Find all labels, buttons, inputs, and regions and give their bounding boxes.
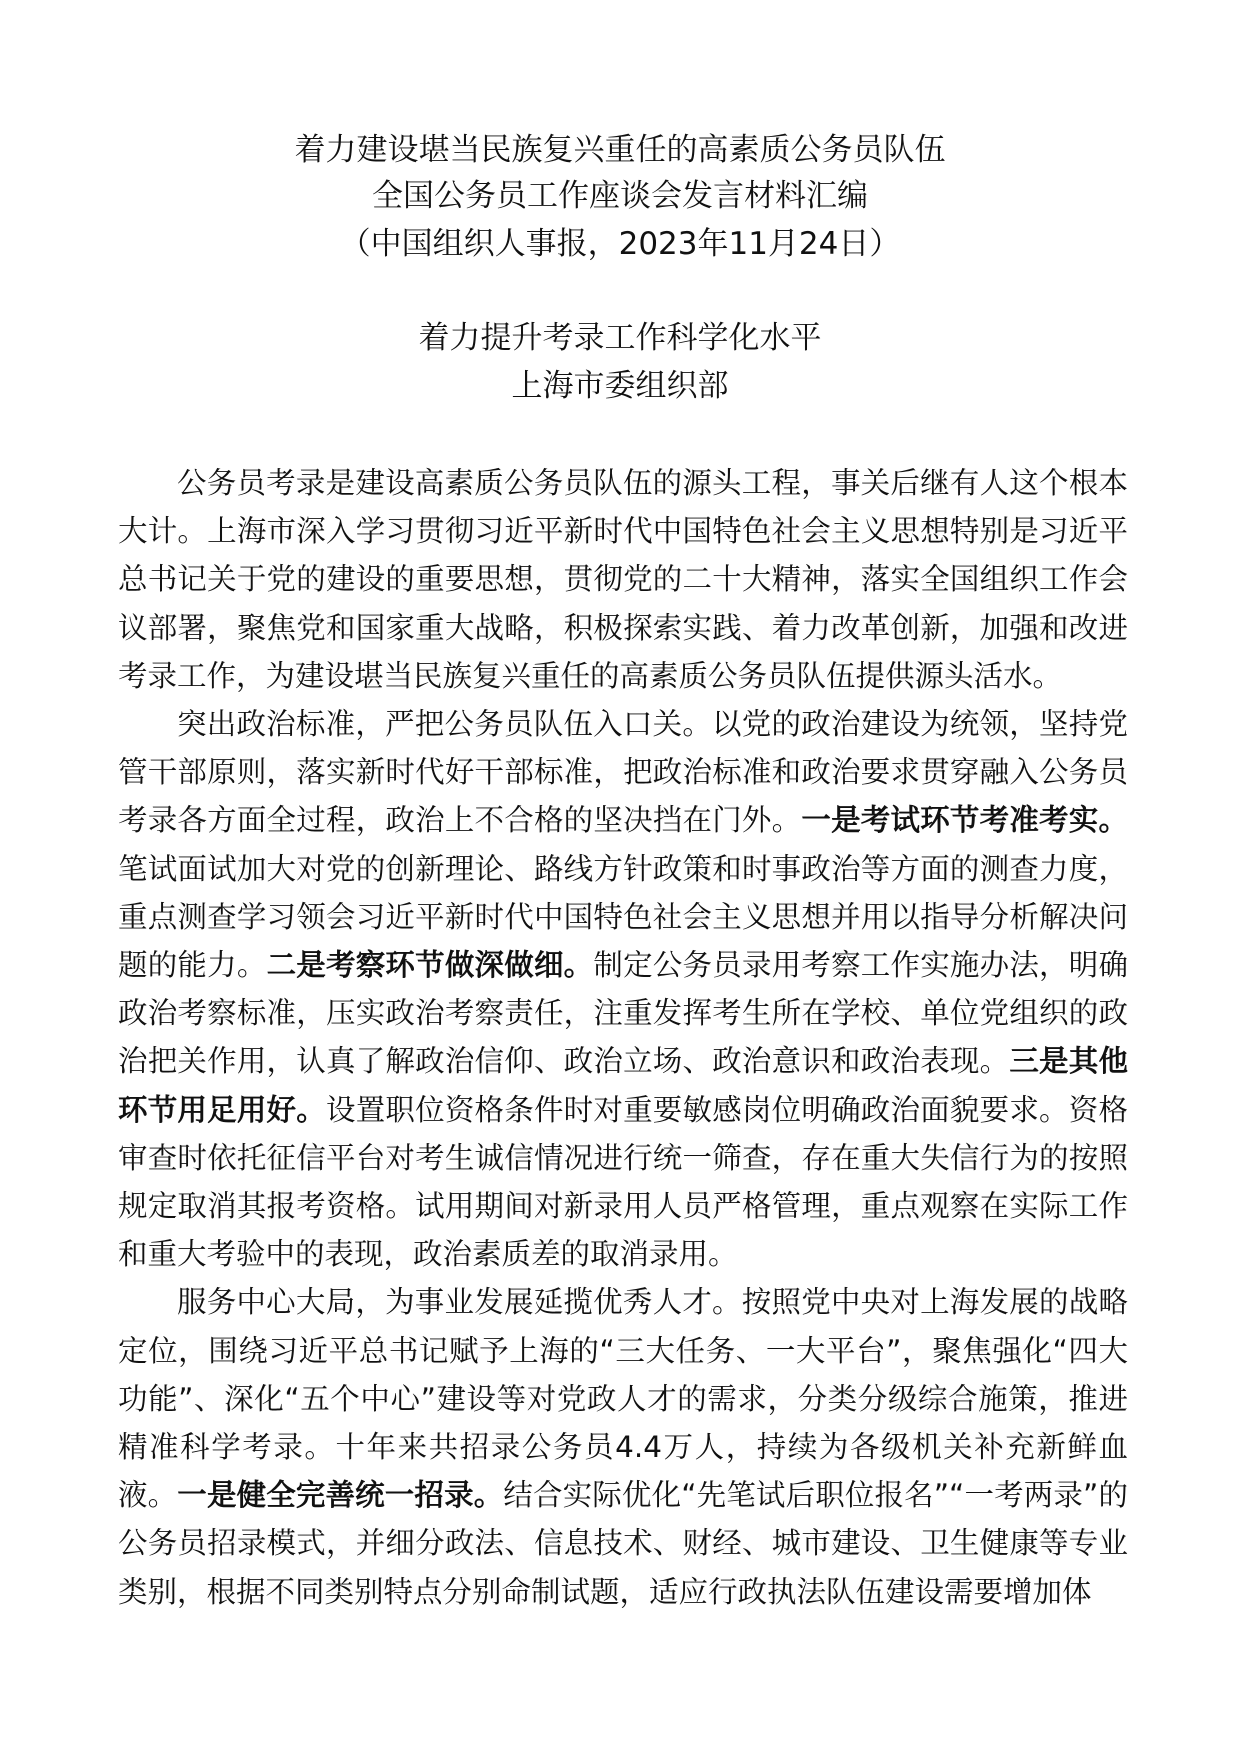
paragraph-political-standard (118, 700, 1128, 1278)
collection-title: 全国公务员工作座谈会发言材料汇编 (372, 178, 868, 214)
paragraph-text: 制定公务员录用考察工作实施办法，明确政治考察标准，压实政治考察责任，注重发挥考生所在学校、单位党组织的政治把关作用，认真了解政治信仰、政治立场、政治意识和政治表现。 (118, 948, 1128, 1079)
paragraph-text: 结合实际优化“先笔试后职位报名”“一考两录”的公务员招录模式，并细分政法、信息技术、财经、城市建设、卫生健康等专业类别，根据不同类别特点分别命制试题，适应行政执法队伍建设需要增加体 (118, 1478, 1128, 1609)
bold-point: 一是健全完善统一招录。 (177, 1478, 504, 1513)
author-line: 上海市委组织部 (511, 368, 729, 404)
paragraph-text: 公务员考录是建设高素质公务员队伍的源头工程，事关后继有人这个根本大计。上海市深入学习贯彻习近平新时代中国特色社会主义思想特别是习近平总书记关于党的建设的重要思想，贯彻党的二十大精神，落实全国组织工作会议部署，聚焦党和国家重大战略，积极探索实践、着力改革创新，加强和改进考录工作，为建设堪当民族复兴重任的高素质公务员队伍提供源头活水。 (118, 466, 1128, 693)
paragraph-lead: 突出政治标准，严把公务员队伍入口关。以党的政治建设为统领，坚持党管干部原则，落实新时代好干部标准，把政治标准和政治要求贯穿融入公务员考录各方面全过程，政治上不合格的坚决挡在门外。 (118, 707, 1128, 838)
section-title: 着力提升考录工作科学化水平 (418, 320, 822, 356)
paragraph-serve-center (118, 1278, 1128, 1615)
bold-point: 三是其他环节用足用好。 (118, 1044, 1128, 1127)
body-text (118, 459, 1128, 1616)
document-title: 着力建设堪当民族复兴重任的高素质公务员队伍 (294, 132, 946, 168)
paragraph-lead: 服务中心大局，为事业发展延揽优秀人才。按照党中央对上海发展的战略定位，围绕习近平总书记赋予上海的“三大任务、一大平台”，聚焦强化“四大功能”、深化“五个中心”建设等对党政人才的需求，分类分级综合施策，推进精准科学考录。十年来共招录公务员4.4万人，持续为各级机关补充新鲜血液。 (118, 1285, 1128, 1513)
source-line: （中国组织人事报，2023年11月24日） (339, 226, 901, 262)
bold-point: 一是考试环节考准考实。 (801, 803, 1128, 838)
paragraph-text: 设置职位资格条件时对重要敏感岗位明确政治面貌要求。资格审查时依托征信平台对考生诚信情况进行统一筛查，存在重大失信行为的按照规定取消其报考资格。试用期间对新录用人员严格管理，重点观察在实际工作和重大考验中的表现，政治素质差的取消录用。 (118, 1092, 1128, 1272)
bold-point: 二是考察环节做深做细。 (266, 948, 594, 983)
paragraph-intro (118, 459, 1128, 700)
paragraph-text: 笔试面试加大对党的创新理论、路线方针政策和时事政治等方面的测查力度，重点测查学习领会习近平新时代中国特色社会主义思想并用以指导分析解决问题的能力。 (118, 851, 1128, 983)
